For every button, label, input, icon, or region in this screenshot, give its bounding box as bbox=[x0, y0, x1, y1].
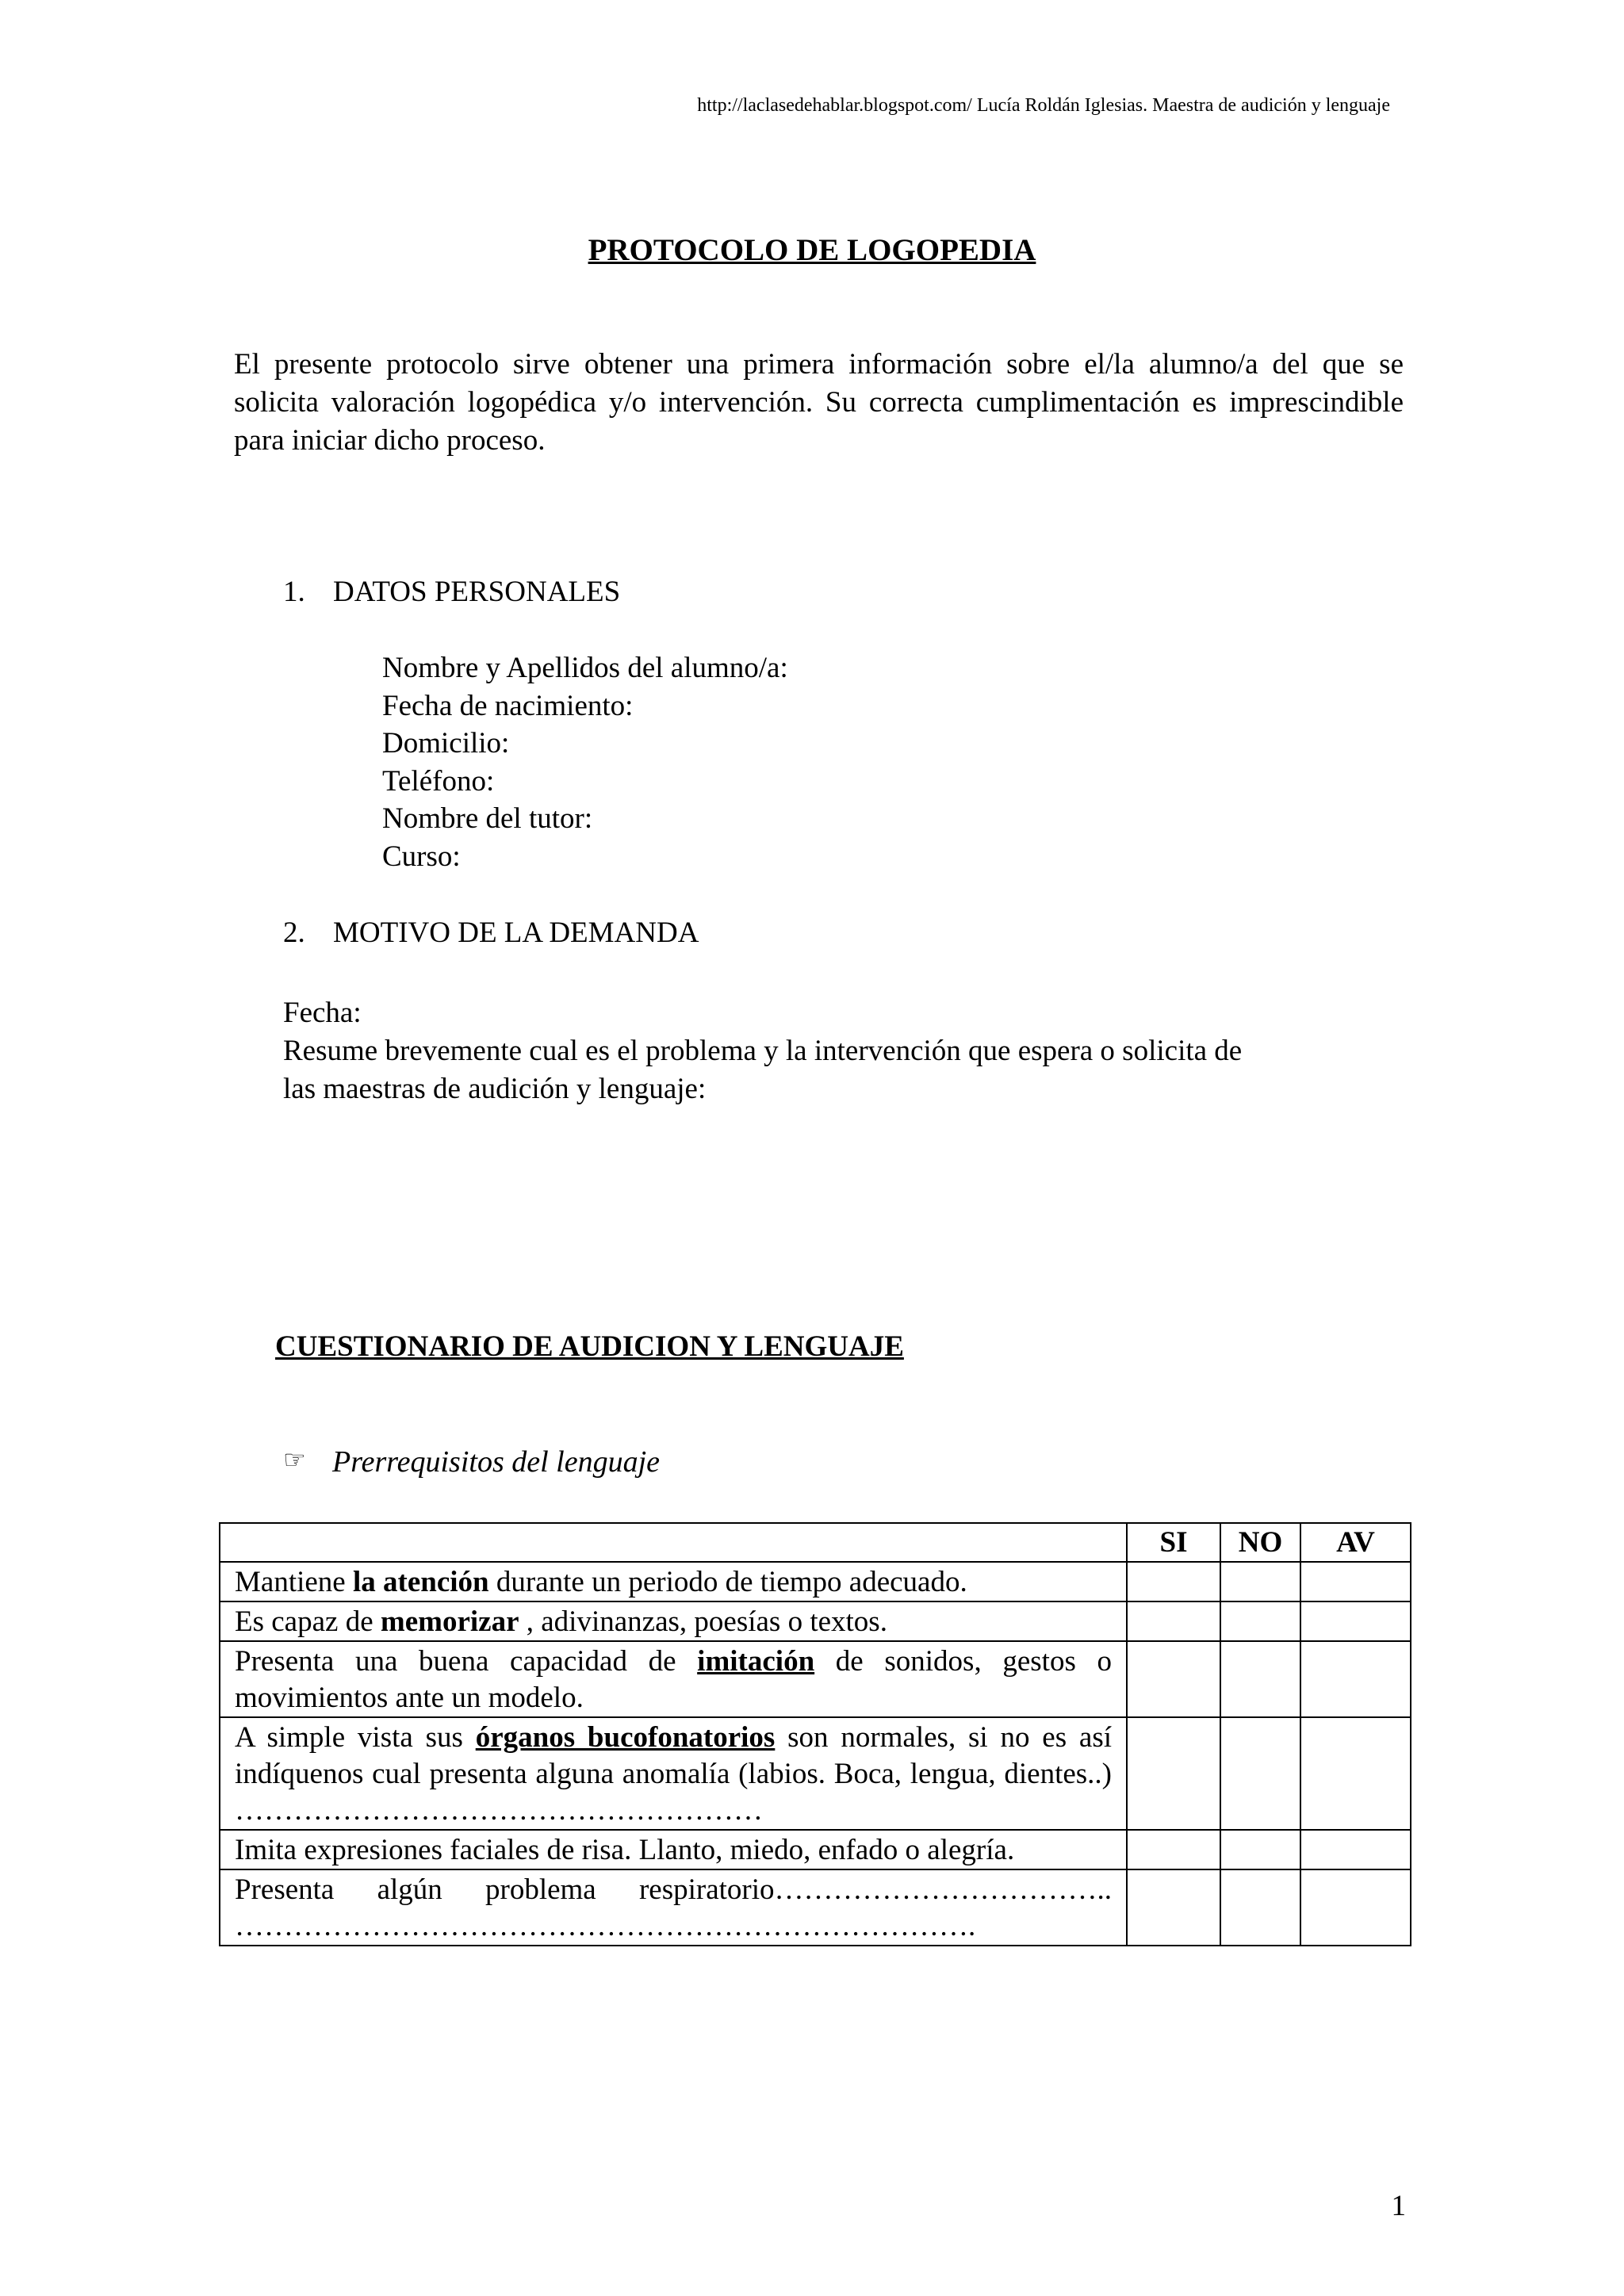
answer-cell-si[interactable] bbox=[1127, 1562, 1220, 1601]
answer-cell-no[interactable] bbox=[1220, 1562, 1300, 1601]
answer-cell-av[interactable] bbox=[1300, 1830, 1411, 1869]
column-header-no: NO bbox=[1220, 1523, 1300, 1562]
table-header-row bbox=[220, 1523, 1411, 1562]
answer-cell-no[interactable] bbox=[1220, 1830, 1300, 1869]
table-row bbox=[220, 1601, 1411, 1641]
answer-cell-si[interactable] bbox=[1127, 1869, 1220, 1946]
answer-cell-no[interactable] bbox=[1220, 1641, 1300, 1717]
question-text: Presenta una buena capacidad de bbox=[235, 1645, 698, 1678]
question-text: durante un periodo de tiempo adecuado. bbox=[488, 1566, 967, 1598]
question-text: Imita expresiones faciales de risa. Llanto, miedo, enfado o alegría. bbox=[235, 1834, 1015, 1866]
section-heading-demand-reason bbox=[283, 916, 699, 950]
table-row bbox=[220, 1869, 1411, 1946]
subsection-title: Prerrequisitos del lenguaje bbox=[332, 1445, 661, 1479]
field-birth-date: Fecha de nacimiento: bbox=[382, 689, 634, 722]
question-emphasis: memorizar bbox=[380, 1605, 519, 1638]
answer-cell-no[interactable] bbox=[1220, 1717, 1300, 1830]
answer-cell-no[interactable] bbox=[1220, 1601, 1300, 1641]
question-text: , adivinanzas, poesías o textos. bbox=[519, 1605, 887, 1638]
intro-paragraph: El presente protocolo sirve obtener una primera información sobre el/la alumno/a del que se solicita valoración logopédica y/o intervención. Su correcta cumplimentación es imprescindible para iniciar dicho proceso. bbox=[234, 348, 1404, 457]
answer-cell-no[interactable] bbox=[1220, 1869, 1300, 1946]
question-cell bbox=[220, 1601, 1127, 1641]
section-number: 1. bbox=[283, 576, 305, 608]
field-phone: Teléfono: bbox=[382, 764, 495, 798]
question-text: Es capaz de bbox=[235, 1605, 381, 1638]
field-student-name: Nombre y Apellidos del alumno/a: bbox=[382, 652, 788, 684]
page-header: http://laclasedehablar.blogspot.com/ Lucía Roldán Iglesias. Maestra de audición y lenguaje bbox=[697, 95, 1390, 116]
table-row bbox=[220, 1830, 1411, 1869]
answer-cell-si[interactable] bbox=[1127, 1830, 1220, 1869]
answer-cell-av[interactable] bbox=[1300, 1601, 1411, 1641]
question-emphasis: órganos bucofonatorios bbox=[475, 1721, 776, 1754]
answer-cell-si[interactable] bbox=[1127, 1717, 1220, 1830]
question-emphasis: la atención bbox=[352, 1566, 489, 1598]
column-header-av: AV bbox=[1300, 1523, 1411, 1562]
field-tutor-name: Nombre del tutor: bbox=[382, 802, 593, 835]
answer-cell-si[interactable] bbox=[1127, 1601, 1220, 1641]
section-title: MOTIVO DE LA DEMANDA bbox=[333, 916, 699, 949]
question-text: son normales, si no es así indíquenos cual presenta alguna anomalía (labios. Boca, lengua, dientes..) ……………………………………………… bbox=[235, 1721, 1112, 1827]
prerequisites-table bbox=[219, 1522, 1411, 1946]
table-row bbox=[220, 1562, 1411, 1601]
personal-data-fields bbox=[382, 649, 788, 875]
question-text: de sonidos, gestos o movimientos ante un modelo. bbox=[235, 1645, 1112, 1714]
question-emphasis: imitación bbox=[697, 1645, 815, 1678]
page-number: 1 bbox=[1391, 2190, 1406, 2222]
answer-cell-av[interactable] bbox=[1300, 1869, 1411, 1946]
table-row bbox=[220, 1717, 1411, 1830]
answer-cell-si[interactable] bbox=[1127, 1641, 1220, 1717]
question-cell bbox=[220, 1717, 1127, 1830]
answer-cell-av[interactable] bbox=[1300, 1717, 1411, 1830]
table-row bbox=[220, 1641, 1411, 1717]
field-course: Curso: bbox=[382, 840, 461, 873]
demand-prompt-line-2: las maestras de audición y lenguaje: bbox=[283, 1073, 707, 1105]
question-text: A simple vista sus bbox=[235, 1721, 476, 1754]
question-text: Mantiene bbox=[235, 1566, 353, 1598]
section-number: 2. bbox=[283, 916, 305, 949]
header-cell-blank bbox=[220, 1523, 1127, 1562]
question-text: Presenta algún problema respiratorio…………………………….. …………………………………………………………………. bbox=[235, 1873, 1112, 1942]
question-cell bbox=[220, 1830, 1127, 1869]
date-label: Fecha: bbox=[283, 997, 362, 1029]
column-header-si: SI bbox=[1127, 1523, 1220, 1562]
section-heading-personal-data bbox=[283, 575, 620, 609]
subsection-heading bbox=[283, 1445, 660, 1479]
document-title: PROTOCOLO DE LOGOPEDIA bbox=[588, 233, 1036, 267]
question-cell bbox=[220, 1562, 1127, 1601]
pointing-hand-icon: ☞ bbox=[283, 1445, 306, 1474]
answer-cell-av[interactable] bbox=[1300, 1562, 1411, 1601]
answer-cell-av[interactable] bbox=[1300, 1641, 1411, 1717]
field-address: Domicilio: bbox=[382, 727, 510, 760]
question-cell bbox=[220, 1641, 1127, 1717]
demand-prompt-line-1: Resume brevemente cual es el problema y la intervención que espera o solicita de bbox=[283, 1035, 1243, 1067]
section-title: DATOS PERSONALES bbox=[333, 576, 621, 608]
demand-block bbox=[283, 994, 1409, 1108]
question-cell bbox=[220, 1869, 1127, 1946]
questionnaire-title: CUESTIONARIO DE AUDICION Y LENGUAJE bbox=[275, 1330, 904, 1363]
